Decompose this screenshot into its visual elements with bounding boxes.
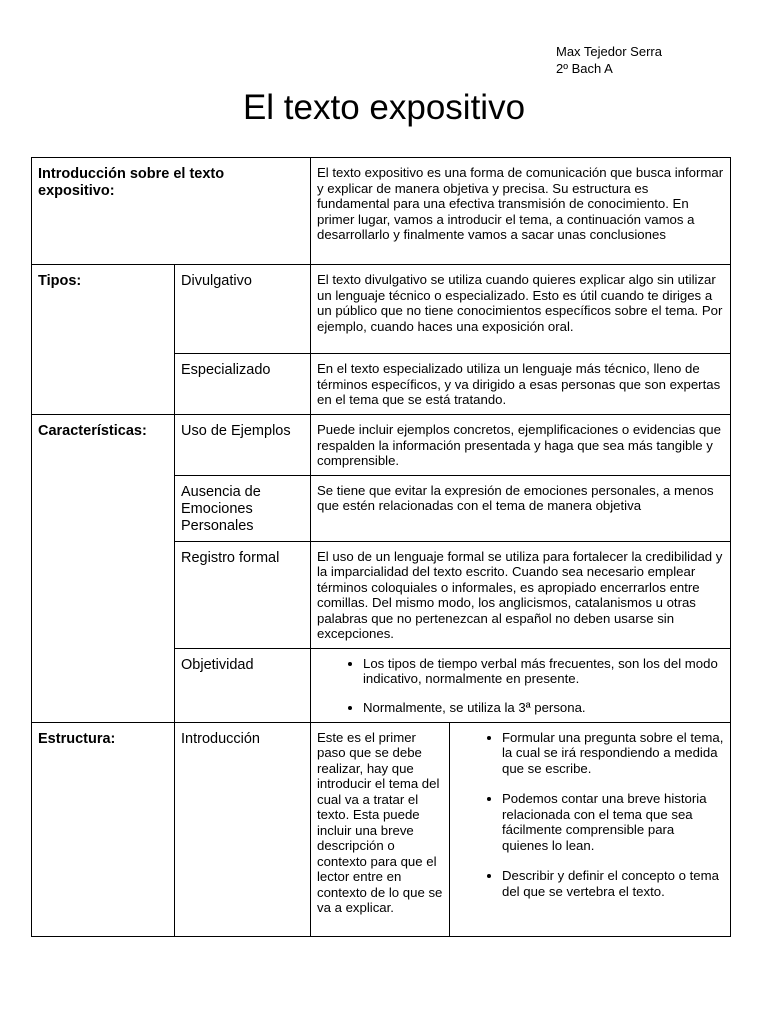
objetividad-list — [317, 656, 724, 716]
list-item: • Normalmente, se utiliza la 3ª persona. — [363, 700, 724, 716]
tipos-row-divulgativo — [32, 265, 731, 354]
estructura-row-introduccion — [32, 722, 731, 936]
list-item: • Podemos contar una breve historia relacionada con el tema que sea fácilmente comprensible para quienes lo lean. — [502, 791, 724, 853]
intro-text: El texto expositivo es una forma de comunicación que busca informar y explicar de manera objetiva y precisa. Su estructura es fundamental para una efectiva transmisión de conocimiento. En primer lugar, vamos a introducir el tema, a continuación vamos a desarrollarlo y finalmente vamos a sacar unas conclusiones — [311, 158, 731, 265]
list-item: • Describir y definir el concepto o tema del que se vertebra el texto. — [502, 868, 724, 899]
author-name: Max Tejedor Serra — [556, 44, 662, 59]
caract-text: El uso de un lenguaje formal se utiliza para fortalecer la credibilidad y la imparcialidad del texto escrito. Cuando sea necesario emplear términos coloquiales o informales, es apropiado encerrarlos entre comillas. Del mismo modo, los anglicismos, catalanismos u otras palabras que no pertenezcan al español no deben usarse sin excepciones. — [311, 541, 731, 648]
caract-name: Uso de Ejemplos — [175, 415, 311, 476]
estructura-intro-name: Introducción — [175, 722, 311, 936]
caract-text: Se tiene que evitar la expresión de emociones personales, a menos que estén relacionadas con el tema de manera objetiva — [311, 475, 731, 541]
author-block — [556, 43, 662, 77]
caract-row-ejemplos — [32, 415, 731, 476]
estructura-bullets-cell — [450, 722, 731, 936]
objetividad-cell — [311, 648, 731, 722]
caract-name: Ausencia de Emociones Personales — [175, 475, 311, 541]
tipo-text: El texto divulgativo se utiliza cuando quieres explicar algo sin utilizar un lenguaje técnico o especializado. Esto es útil cuando te diriges a un público que no tiene conocimientos específicos sobre el tema. Por ejemplo, cuando haces una exposición oral. — [311, 265, 731, 354]
caract-name: Objetividad — [175, 648, 311, 722]
content-table — [31, 157, 731, 937]
caracteristicas-label: Características: — [32, 415, 175, 723]
list-item: • Formular una pregunta sobre el tema, la cual se irá respondiendo a medida que se escribe. — [502, 730, 724, 777]
list-item: • Los tipos de tiempo verbal más frecuentes, son los del modo indicativo, normalmente en presente. — [363, 656, 724, 687]
tipos-label: Tipos: — [32, 265, 175, 415]
tipo-name: Especializado — [175, 354, 311, 415]
author-class: 2º Bach A — [556, 61, 613, 76]
estructura-list — [456, 730, 724, 900]
estructura-intro-text: Este es el primer paso que se debe realizar, hay que introducir el tema del cual va a tratar el texto. Esta puede incluir una breve descripción o contexto para que el lector entre en contexto de lo que se va a explicar. — [311, 722, 450, 936]
caract-name: Registro formal — [175, 541, 311, 648]
caract-text: Puede incluir ejemplos concretos, ejemplificaciones o evidencias que respalden la información presentada y haga que sea más tangible y comprensible. — [311, 415, 731, 476]
intro-row — [32, 158, 731, 265]
tipo-name: Divulgativo — [175, 265, 311, 354]
intro-label: Introducción sobre el texto expositivo: — [32, 158, 311, 265]
estructura-label: Estructura: — [32, 722, 175, 936]
page-title: El texto expositivo — [242, 88, 526, 127]
tipo-text: En el texto especializado utiliza un lenguaje más técnico, lleno de términos específicos, y va dirigido a esas personas que son expertas en el tema que se está tratando. — [311, 354, 731, 415]
